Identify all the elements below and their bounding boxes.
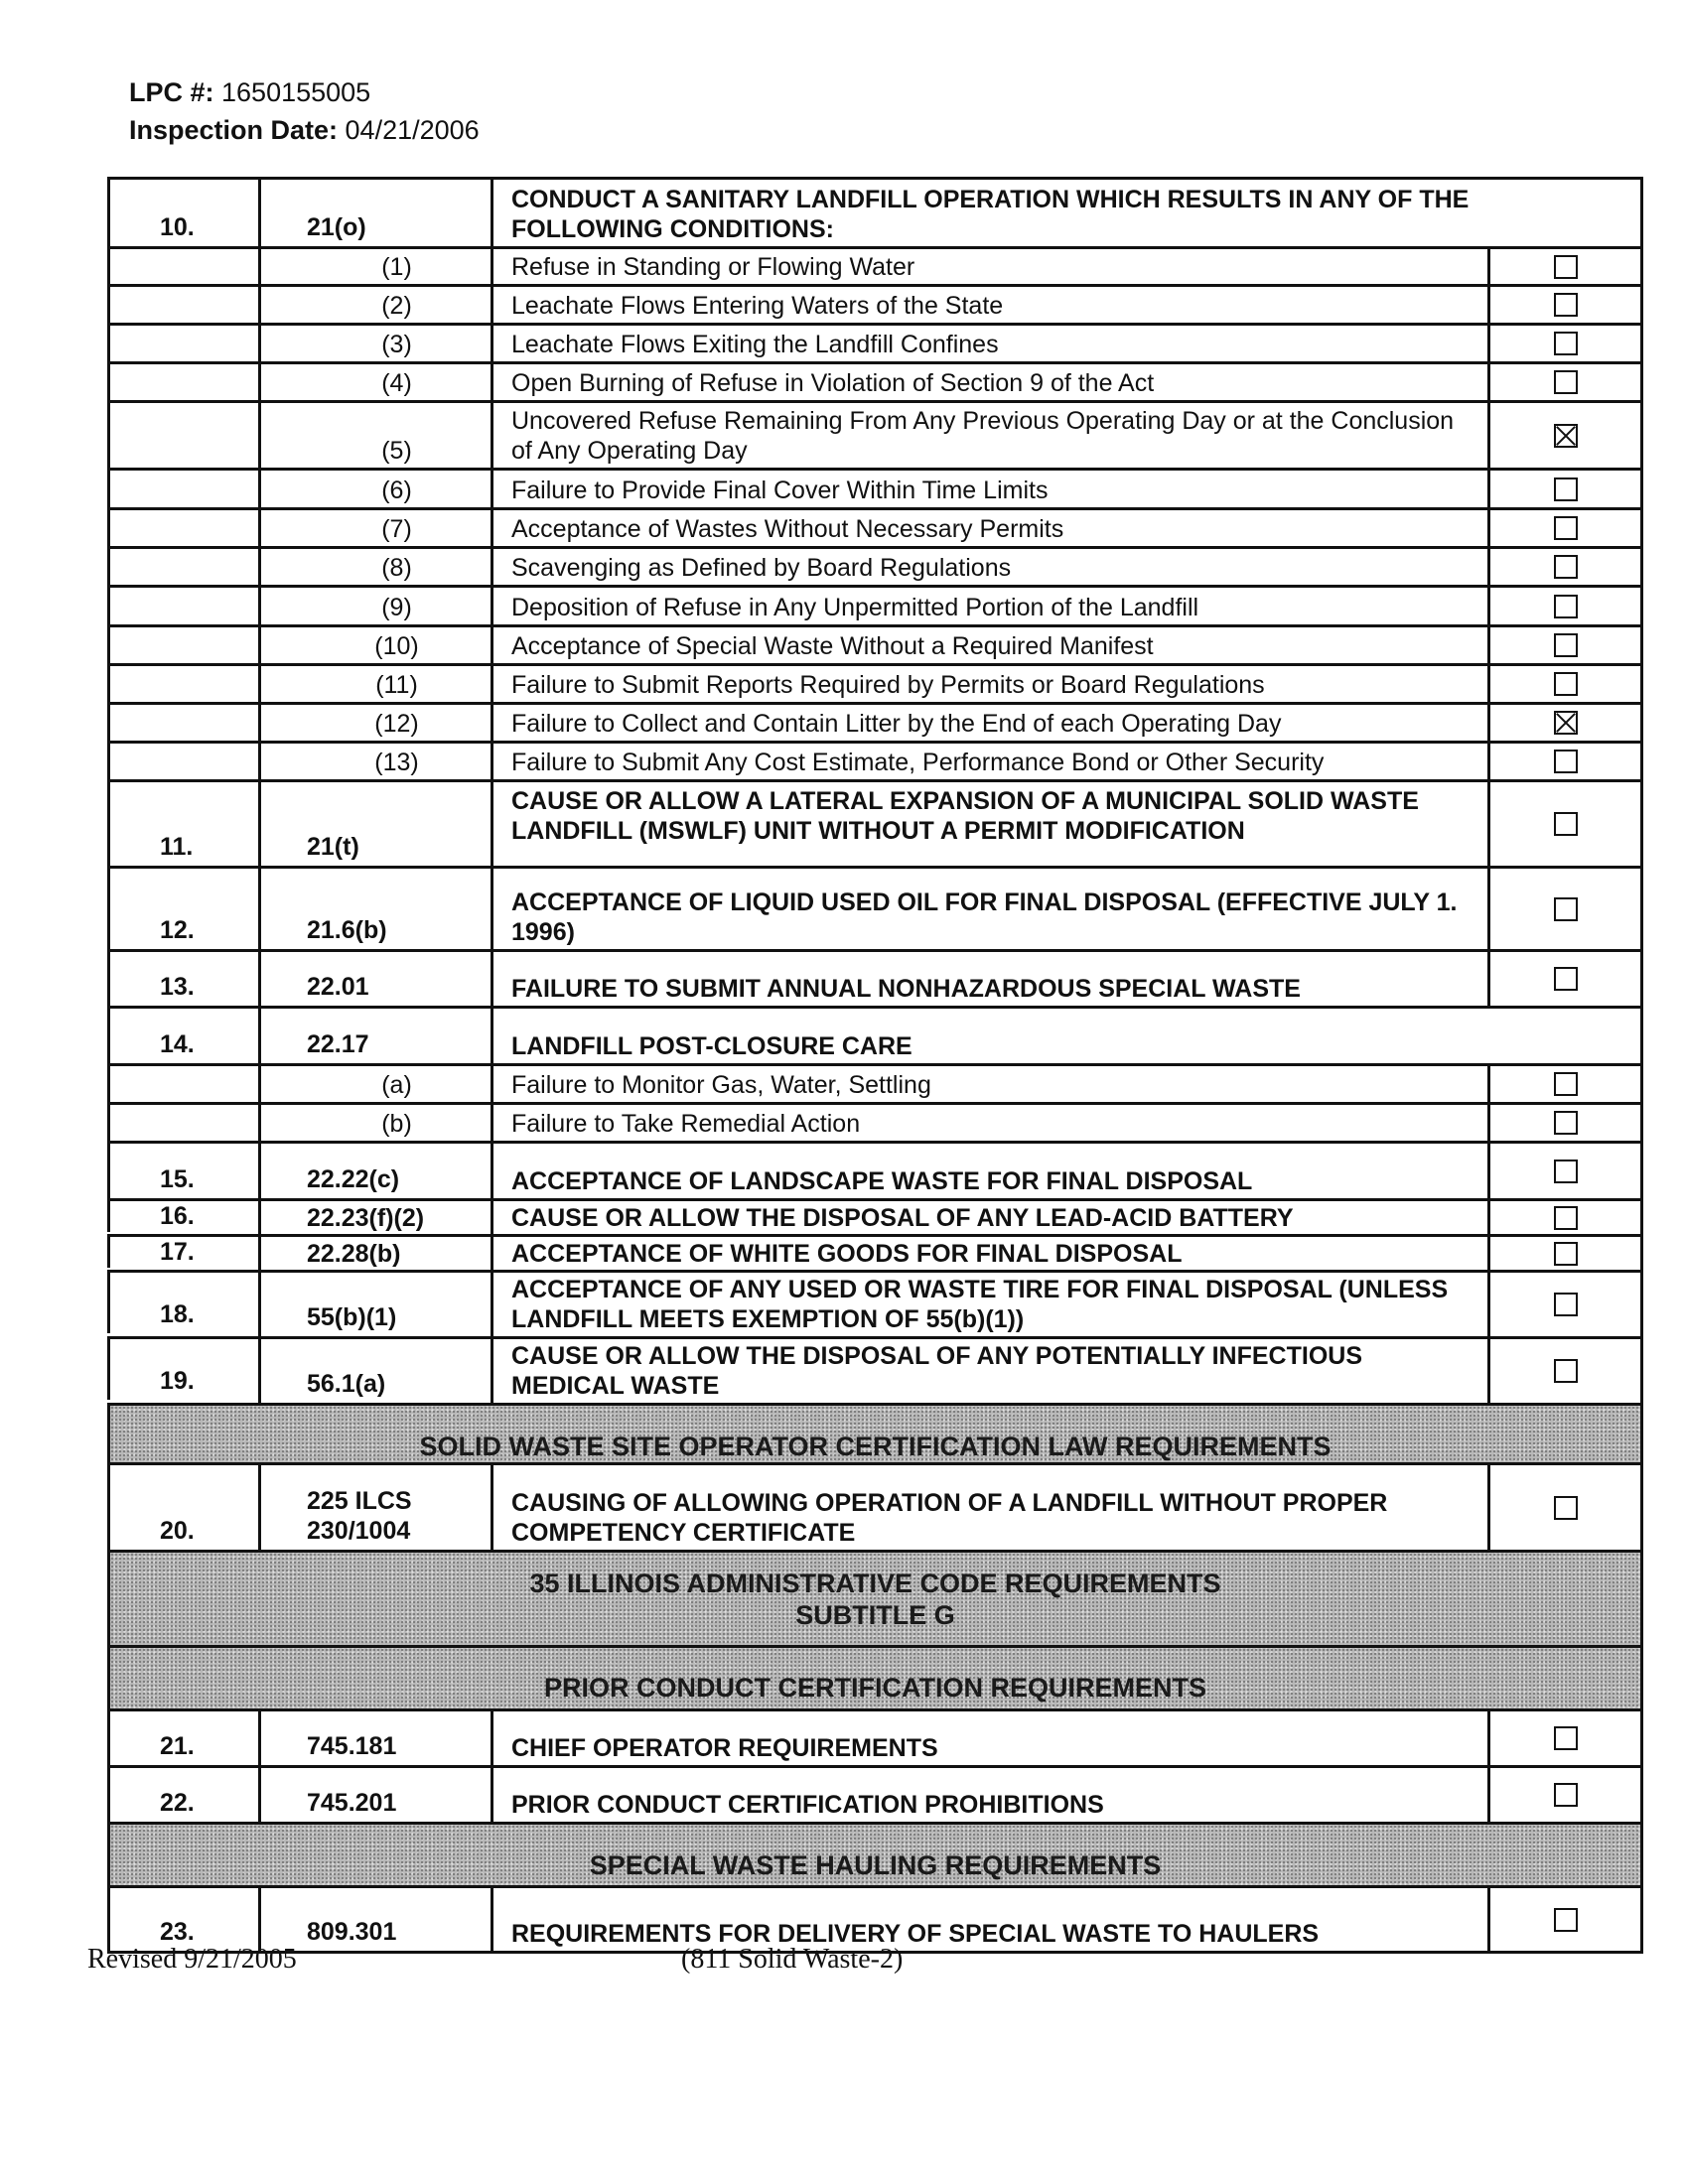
sub-item-label: (11) <box>258 663 491 702</box>
item-number: 13. <box>107 949 258 1006</box>
item-number: 18. <box>107 1270 258 1333</box>
sub-item-label: (7) <box>258 507 491 546</box>
page-label: (811 Solid Waste-2) <box>681 1944 904 1975</box>
revised-date: Revised 9/21/2005 <box>87 1944 297 1975</box>
violation-checkbox[interactable] <box>1554 478 1578 501</box>
section-band-title: PRIOR CONDUCT CERTIFICATION REQUIREMENTS <box>544 1672 1206 1703</box>
violation-checkbox[interactable] <box>1554 595 1578 618</box>
item-description: REQUIREMENTS FOR DELIVERY OF SPECIAL WASTE TO HAULERS <box>491 1885 1487 1951</box>
item-description: LANDFILL POST-CLOSURE CARE <box>491 1006 1640 1063</box>
violation-checkbox[interactable] <box>1554 1359 1578 1383</box>
violation-checkbox[interactable] <box>1554 1111 1578 1135</box>
violation-checkbox[interactable] <box>1554 633 1578 657</box>
violation-checkbox[interactable] <box>1554 1206 1578 1230</box>
sub-item-label: (5) <box>258 400 491 468</box>
item-section: 22.17 <box>258 1006 491 1063</box>
sub-item-description: Failure to Submit Any Cost Estimate, Performance Bond or Other Security <box>491 741 1487 779</box>
sub-item-label: (6) <box>258 468 491 507</box>
item-description: ACCEPTANCE OF LIQUID USED OIL FOR FINAL DISPOSAL (EFFECTIVE JULY 1. 1996) <box>491 866 1487 949</box>
item-number: 17. <box>107 1234 258 1268</box>
sub-item-description: Failure to Take Remedial Action <box>491 1102 1487 1141</box>
inspection-date-line: Inspection Date: 04/21/2006 <box>129 115 480 145</box>
section-band <box>107 1822 1640 1885</box>
sub-item-description: Scavenging as Defined by Board Regulations <box>491 546 1487 585</box>
section-band-title: SOLID WASTE SITE OPERATOR CERTIFICATION LAW REQUIREMENTS <box>419 1431 1332 1461</box>
item-section: 55(b)(1) <box>258 1270 491 1336</box>
item-section: 22.01 <box>258 949 491 1006</box>
item-description: CAUSE OR ALLOW THE DISPOSAL OF ANY LEAD-ACID BATTERY <box>491 1198 1487 1234</box>
item-description: CONDUCT A SANITARY LANDFILL OPERATION WHICH RESULTS IN ANY OF THE FOLLOWING CONDITIONS: <box>491 177 1640 246</box>
sub-item-description: Open Burning of Refuse in Violation of Section 9 of the Act <box>491 361 1487 400</box>
section-band <box>107 1645 1640 1708</box>
violation-checkbox[interactable] <box>1554 555 1578 579</box>
sub-item-label: (1) <box>258 246 491 284</box>
violation-checkbox[interactable] <box>1554 293 1578 317</box>
violation-checkbox[interactable] <box>1554 332 1578 355</box>
item-description: CAUSE OR ALLOW THE DISPOSAL OF ANY POTENTIALLY INFECTIOUS MEDICAL WASTE <box>491 1336 1487 1403</box>
item-number: 15. <box>107 1141 258 1198</box>
item-number: 16. <box>107 1198 258 1232</box>
sub-item-label: (8) <box>258 546 491 585</box>
section-band-subtitle: SUBTITLE G <box>795 1599 955 1630</box>
item-section: 745.181 <box>258 1708 491 1765</box>
violation-checkbox[interactable] <box>1554 750 1578 773</box>
sub-item-label: (4) <box>258 361 491 400</box>
sub-item-label: (12) <box>258 702 491 741</box>
sub-item-label: (b) <box>258 1102 491 1141</box>
item-section: 745.201 <box>258 1765 491 1822</box>
item-section: 22.23(f)(2) <box>258 1198 491 1234</box>
violation-checkbox[interactable] <box>1554 1293 1578 1316</box>
violation-checkbox[interactable] <box>1554 897 1578 921</box>
item-number: 23. <box>107 1885 258 1951</box>
sub-item-description: Refuse in Standing or Flowing Water <box>491 246 1487 284</box>
item-number: 19. <box>107 1336 258 1400</box>
item-description: CAUSE OR ALLOW A LATERAL EXPANSION OF A MUNICIPAL SOLID WASTE LANDFILL (MSWLF) UNIT WITHOUT A PERMIT MODIFICATION <box>491 779 1487 866</box>
violation-checkbox-checked[interactable] <box>1554 424 1578 448</box>
violation-checkbox[interactable] <box>1554 967 1578 991</box>
item-number: 22. <box>107 1765 258 1822</box>
violation-checkbox[interactable] <box>1554 1783 1578 1807</box>
sub-item-label: (3) <box>258 323 491 361</box>
item-description: FAILURE TO SUBMIT ANNUAL NONHAZARDOUS SPECIAL WASTE <box>491 949 1487 1006</box>
sub-item-description: Leachate Flows Exiting the Landfill Confines <box>491 323 1487 361</box>
item-description: PRIOR CONDUCT CERTIFICATION PROHIBITIONS <box>491 1765 1487 1822</box>
violation-checkbox[interactable] <box>1554 1242 1578 1266</box>
sub-item-description: Uncovered Refuse Remaining From Any Previous Operating Day or at the Conclusion of Any Operating Day <box>491 400 1487 468</box>
sub-item-label: (9) <box>258 585 491 624</box>
lpc-number-line: LPC #: 1650155005 <box>129 77 371 107</box>
sub-item-description: Leachate Flows Entering Waters of the State <box>491 284 1487 323</box>
violation-checkbox[interactable] <box>1554 1726 1578 1750</box>
violation-checkbox[interactable] <box>1554 1496 1578 1520</box>
sub-item-description: Failure to Collect and Contain Litter by the End of each Operating Day <box>491 702 1487 741</box>
sub-item-description: Acceptance of Special Waste Without a Required Manifest <box>491 624 1487 663</box>
item-number: 21. <box>107 1708 258 1765</box>
violation-checkbox-checked[interactable] <box>1554 711 1578 735</box>
item-number: 12. <box>107 866 258 949</box>
sub-item-description: Deposition of Refuse in Any Unpermitted Portion of the Landfill <box>491 585 1487 624</box>
sub-item-label: (2) <box>258 284 491 323</box>
item-section: 809.301 <box>258 1885 491 1951</box>
item-section: 22.28(b) <box>258 1234 491 1270</box>
item-number: 11. <box>107 779 258 866</box>
violation-checkbox[interactable] <box>1554 1908 1578 1932</box>
item-number: 14. <box>107 1006 258 1063</box>
sub-item-description: Failure to Monitor Gas, Water, Settling <box>491 1063 1487 1102</box>
item-description: CHIEF OPERATOR REQUIREMENTS <box>491 1708 1487 1765</box>
item-section: 21(o) <box>258 177 491 246</box>
item-section: 225 ILCS 230/1004 <box>258 1462 491 1550</box>
sub-item-label: (a) <box>258 1063 491 1102</box>
item-number: 20. <box>107 1462 258 1550</box>
checklist-table <box>107 177 1643 1954</box>
item-number: 10. <box>107 177 258 246</box>
item-section: 56.1(a) <box>258 1336 491 1403</box>
sub-item-label: (10) <box>258 624 491 663</box>
violation-checkbox[interactable] <box>1554 1072 1578 1096</box>
violation-checkbox[interactable] <box>1554 1160 1578 1183</box>
violation-checkbox[interactable] <box>1554 672 1578 696</box>
item-description: ACCEPTANCE OF ANY USED OR WASTE TIRE FOR FINAL DISPOSAL (UNLESS LANDFILL MEETS EXEMPTION OF 55(b)(1)) <box>491 1270 1487 1336</box>
violation-checkbox[interactable] <box>1554 516 1578 540</box>
violation-checkbox[interactable] <box>1554 812 1578 836</box>
sub-item-description: Failure to Provide Final Cover Within Time Limits <box>491 468 1487 507</box>
item-description: ACCEPTANCE OF WHITE GOODS FOR FINAL DISPOSAL <box>491 1234 1487 1270</box>
item-section: 21(t) <box>258 779 491 866</box>
sub-item-description: Acceptance of Wastes Without Necessary Permits <box>491 507 1487 546</box>
section-band <box>107 1550 1640 1645</box>
item-section: 22.22(c) <box>258 1141 491 1198</box>
violation-checkbox[interactable] <box>1554 255 1578 279</box>
sub-item-label: (13) <box>258 741 491 779</box>
section-band <box>107 1403 1640 1462</box>
item-description: ACCEPTANCE OF LANDSCAPE WASTE FOR FINAL DISPOSAL <box>491 1141 1487 1198</box>
violation-checkbox[interactable] <box>1554 370 1578 394</box>
page-header <box>129 73 480 149</box>
sub-item-description: Failure to Submit Reports Required by Permits or Board Regulations <box>491 663 1487 702</box>
section-band-title: SPECIAL WASTE HAULING REQUIREMENTS <box>589 1849 1162 1880</box>
section-band-title: 35 ILLINOIS ADMINISTRATIVE CODE REQUIREMENTS <box>529 1568 1221 1598</box>
item-section: 21.6(b) <box>258 866 491 949</box>
item-description: CAUSING OF ALLOWING OPERATION OF A LANDFILL WITHOUT PROPER COMPETENCY CERTIFICATE <box>491 1462 1487 1550</box>
